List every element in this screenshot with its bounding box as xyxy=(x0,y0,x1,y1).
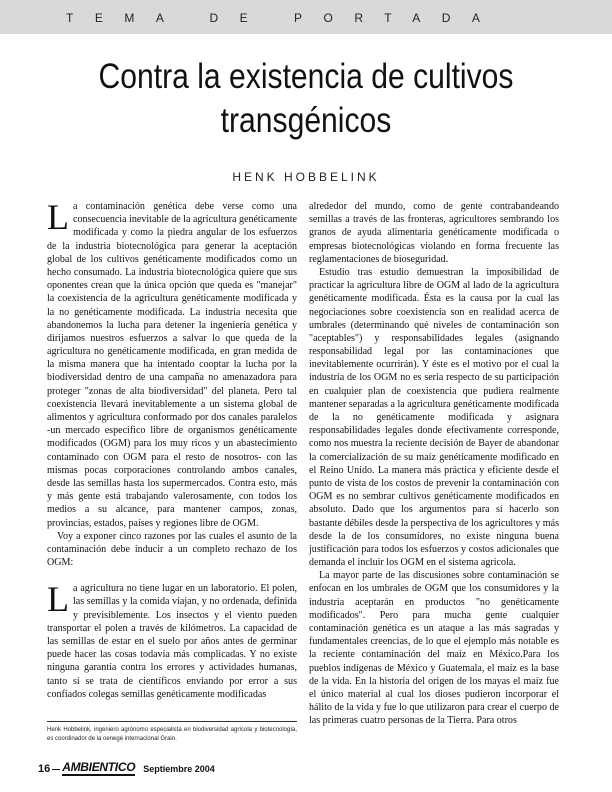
paragraph-2: Voy a exponer cinco razones por las cuales el asunto de la contaminación debe inducir a un completo rechazo de los OGM: xyxy=(47,530,297,569)
author-footnote: Henk Hobbelink, ingeniero agrónomo especialista en biodiversidad agrícola y biotecnología, es coordinador de la oenegé internacional Grain. xyxy=(47,727,297,742)
footnote-divider xyxy=(47,721,297,722)
paragraph-5: Estudio tras estudio demuestran la imposibilidad de practicar la agricultura libre de OGM al lado de la agricultura genéticamente modificada. Ésta es la causa por la cual las negociaciones sobre coexistencia son en realidad acerca de umbrales (determinando qué niveles de contaminación son "aceptables") y responsabilidades legales (asignando responsabilidad legal por las contaminaciones que inevitablemente ocurrirán). Y éste es el motivo por el cual la industria de los OGM no es seria respecto de su participación en cualquier plan de coexistencia que pudiera realmente mantener separadas a la agricultura genéticamente modificada de la no genéticamente modificada y asignara responsabilidades legales donde efectivamente corresponde, como nos muestra la reciente decisión de Bayer de abandonar la comercialización de su maíz genéticamente modificado en el Reino Unido. La manera más práctica y eficiente desde el punto de vista de los costos de prevenir la contaminación con OGM es no sembrar cultivos genéticamente modificados en absoluto. Dado que los argumentos para sí hacerlo son bastante débiles desde la perspectiva de los agricultores y más desde la de los consumidores, no existe ninguna buena justificación para todos los esfuerzos y costos adicionales que demanda el incluir los OGM en el sistema agrícola. xyxy=(309,266,559,569)
page-footer xyxy=(38,762,215,776)
magazine-logo: AMBIENTICO xyxy=(62,760,136,774)
paragraph-4: alrededor del mundo, como de gente contrabandeando semillas a través de las fronteras, agricultores sembrando los granos de ayuda alimentaria genéticamente modificada o empresas biotecnológicas violando en forma frecuente las reglamentaciones de bioseguridad. xyxy=(309,201,559,265)
issue-date: Septiembre 2004 xyxy=(143,764,215,774)
article-author: HENK HOBBELINK xyxy=(232,170,380,184)
right-column xyxy=(309,200,559,728)
page-number: 16 xyxy=(38,763,51,775)
left-column xyxy=(47,197,297,701)
footer-dash xyxy=(52,769,60,770)
paragraph-3-text: a agricultura no tiene lugar en un laboratorio. El polen, las semillas y la comida viajan, y no ordenada, definida y previsiblemente. Los insectos y el viento pueden transportar el polen a través de kilómetros. La capacidad de las semillas de estar en el suelo por años antes de germinar puede hacer las cosas todavía más complicadas. Y no existe ninguna garantía contra los errores y actividades humanas, tanto si se trata de científicos enviando por error a sus confiados colegas semillas genéticamente modificadas xyxy=(47,583,297,700)
paragraph-6: La mayor parte de las discusiones sobre contaminación se enfocan en los umbrales de OGM que los consumidores y la industria aceptarán en productos "no genéticamente modificados". Pero para mucha gente cualquier contaminación genética es un ataque a las más sagradas y fundamentales creencias, de lo que el ejemplo más notable es la reciente contaminación del maíz en México.Para los pueblos indígenas de México y Guatemala, el maíz es la base de la vida. En la historia del origen de los mayas el maíz fue el único material al cual los dioses pudieron incorporar el hálito de la vida y fue lo que utilizaron para crear el cuerpo de las primeras cuatro personas de la Tierra. Para otros xyxy=(309,570,559,727)
paragraph-1 xyxy=(47,197,297,530)
section-label: TEMA DE PORTADA xyxy=(66,11,502,25)
drop-cap: L xyxy=(47,579,69,620)
paragraph-1-text: a contaminación genética debe verse como una consecuencia inevitable de la agricultura genéticamente modificada y como la piedra angular de los esfuerzos de la industria biotecnológica para generar la aceptación global de los cultivos genéticamente modificados como un hecho consumado. La industria biotecnológica quiere que sus oponentes crean que la única opción que queda es "manejar" la coexistencia de la agricultura genéticamente modificada y la no genéticamente modificada. La industria necesita que abandonemos la lucha para detener la ingeniería genética y dirijamos nuestros esfuerzos a salvar lo que queda de la agricultura no genéticamente modificada, en gran medida de la misma manera que ha intentado cooptar la lucha por la biodiversidad dentro de una campaña no amenazadora para proteger "zonas de alta biodiversidad" del planeta. Pero tal coexistencia llevará inevitablemente a un sistema global de alimentos y agricultura conformado por dos canales paralelos -un mercado específico libre de organismos genéticamente modificados (OGM) para los muy ricos y un abastecimiento contaminado con OGM para el resto de nosotros- con las mismas pocas corporaciones controlando ambos canales, desde las semillas hasta los supermercados. Contra esto, más y más gente está trabajando valerosamente, con todos los medios a su alcance, para mantener campos, zonas, provincias, estados, países y regiones libre de OGM. xyxy=(47,201,297,529)
article-title: Contra la existencia de cultivos transgénicos xyxy=(98,57,514,140)
section-header-band xyxy=(0,0,612,34)
drop-cap: L xyxy=(47,197,69,237)
paragraph-3 xyxy=(47,579,297,701)
